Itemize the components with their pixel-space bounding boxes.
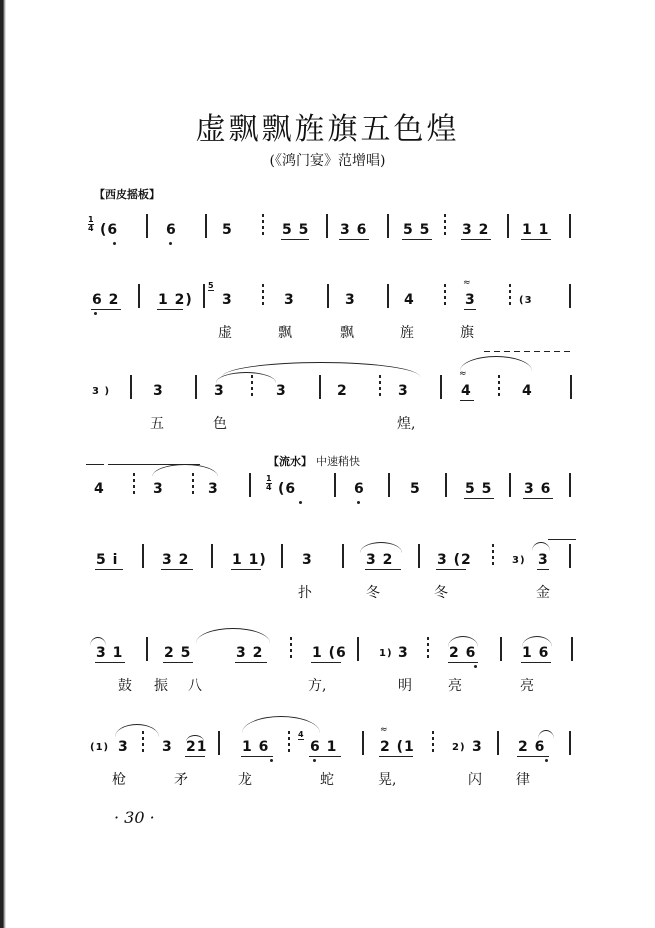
lyric: 亮 — [448, 678, 462, 694]
lyric: 龙 — [238, 772, 252, 788]
note: 1 1 — [522, 222, 550, 238]
tempo-marking: 中速稍快 — [316, 455, 360, 468]
barline — [195, 375, 197, 399]
dashed-barline — [133, 473, 135, 497]
note: 3 — [284, 292, 295, 308]
trill-mark: ≈ — [380, 725, 388, 735]
lyric: 振 — [154, 678, 168, 694]
section-marking-liushui: 【流水】 — [268, 455, 312, 468]
slur — [538, 730, 554, 739]
dashed-barline — [290, 637, 292, 661]
time-signature: $\frac{1}{4}$ — [88, 215, 94, 233]
barline — [507, 214, 509, 238]
dashed-barline — [444, 214, 446, 238]
lyric: 闪 — [468, 772, 482, 788]
time-signature: $\frac{1}{4}$ — [266, 474, 272, 492]
note: 3) — [512, 555, 526, 566]
note: 3 2 — [236, 645, 264, 661]
dashed-barline — [492, 544, 494, 568]
lyric: 煌, — [397, 416, 416, 432]
underline — [537, 569, 549, 570]
note: 3 — [222, 292, 233, 308]
note: 3 — [465, 292, 476, 308]
trill-mark: ≈ — [459, 369, 467, 379]
barline — [357, 637, 359, 661]
page-number: · 30 · — [114, 808, 155, 827]
note: 5 — [410, 481, 421, 497]
note: 3 — [162, 739, 173, 755]
note: 2 6 — [449, 645, 477, 661]
barline — [326, 214, 328, 238]
note: 5 5 — [403, 222, 431, 238]
barline — [387, 214, 389, 238]
barline — [142, 544, 144, 568]
note: 3 — [214, 383, 225, 399]
note: 3 — [276, 383, 287, 399]
lyric: 亮 — [520, 678, 534, 694]
score-row-5 — [0, 552, 655, 632]
section-marking-xipi: 【西皮摇板】 — [94, 188, 160, 201]
underline — [460, 400, 474, 401]
extension-line — [484, 351, 574, 352]
underline — [464, 309, 476, 310]
underline — [365, 569, 401, 570]
barline — [570, 375, 572, 399]
note: 3 — [538, 552, 549, 568]
lyric: 扑 — [298, 585, 312, 601]
note: 21 — [186, 739, 208, 755]
score-row-6 — [0, 645, 655, 725]
underline — [281, 239, 309, 240]
barline — [387, 284, 389, 308]
underline — [241, 756, 273, 757]
lyric: 矛 — [174, 772, 188, 788]
lyric: 色 — [213, 416, 227, 432]
underline — [461, 239, 491, 240]
barline — [319, 375, 321, 399]
grace-note: 5 — [208, 281, 214, 290]
note: 4 — [94, 481, 105, 497]
note: 6 — [166, 222, 177, 238]
extension-line — [86, 464, 104, 465]
note: 2 (1 — [380, 739, 415, 755]
note: 5 — [222, 222, 233, 238]
note: 3 (2 — [437, 552, 472, 568]
note: 1 6 — [522, 645, 550, 661]
dashed-barline — [509, 284, 511, 308]
low-dot — [299, 501, 302, 504]
low-dot — [169, 242, 172, 245]
barline — [362, 731, 364, 755]
note: 1) — [379, 648, 393, 659]
note: 3 — [398, 645, 409, 661]
underline — [185, 756, 205, 757]
slur — [115, 724, 159, 737]
grace-note: 4 — [298, 730, 304, 739]
underline — [309, 756, 341, 757]
note: 5 5 — [282, 222, 310, 238]
barline — [146, 637, 148, 661]
note: (6 — [100, 222, 119, 238]
underline — [95, 569, 123, 570]
note: (3 — [519, 295, 533, 306]
underline — [235, 662, 267, 663]
barline — [571, 637, 573, 661]
low-dot — [545, 759, 548, 762]
underline — [448, 662, 478, 663]
dashed-barline — [142, 731, 144, 755]
note: 5 i — [96, 552, 119, 568]
underline — [521, 662, 551, 663]
note: 3 2 — [162, 552, 190, 568]
underline — [231, 569, 261, 570]
barline — [342, 544, 344, 568]
song-subtitle: (《鸿门宴》范增唱) — [269, 153, 386, 169]
note: (1) — [90, 742, 110, 753]
lyric: 方, — [308, 678, 327, 694]
note: 2) — [452, 742, 466, 753]
barline — [569, 473, 571, 497]
note: 3 ) — [92, 386, 111, 397]
barline — [509, 473, 511, 497]
dashed-barline — [379, 375, 381, 399]
lyric: 律 — [516, 772, 530, 788]
note: 6 — [354, 481, 365, 497]
barline — [218, 731, 220, 755]
low-dot — [113, 242, 116, 245]
note: 3 2 — [462, 222, 490, 238]
dashed-barline — [444, 284, 446, 308]
note: 6 2 — [92, 292, 120, 308]
barline — [500, 637, 502, 661]
lyric: 枪 — [112, 772, 126, 788]
note: 2 — [337, 383, 348, 399]
lyric: 鼓 — [118, 678, 132, 694]
dashed-barline — [192, 473, 194, 497]
lyric: 晃, — [378, 772, 397, 788]
note: 3 — [345, 292, 356, 308]
barline — [440, 375, 442, 399]
note: 3 2 — [366, 552, 394, 568]
underline — [523, 498, 553, 499]
dashed-barline — [251, 375, 253, 399]
underline — [402, 239, 432, 240]
song-title: 虚飘飘旌旗五色煌 — [195, 112, 460, 147]
barline — [569, 544, 571, 568]
barline — [569, 731, 571, 755]
note: 4 — [522, 383, 533, 399]
underline — [464, 498, 494, 499]
barline — [203, 284, 205, 308]
low-dot — [313, 759, 316, 762]
note: 1 2) — [158, 292, 193, 308]
barline — [281, 544, 283, 568]
lyric: 飘 — [340, 325, 354, 341]
note: 1 1) — [232, 552, 267, 568]
low-dot — [474, 665, 477, 668]
note: 2 6 — [518, 739, 546, 755]
barline — [418, 544, 420, 568]
underline — [379, 756, 413, 757]
barline — [569, 214, 571, 238]
low-dot — [270, 759, 273, 762]
note: 2 5 — [164, 645, 192, 661]
note: 3 — [302, 552, 313, 568]
barline — [146, 214, 148, 238]
lyric: 明 — [398, 678, 412, 694]
slur — [186, 735, 204, 742]
lyric: 虚 — [218, 325, 232, 341]
underline — [161, 569, 193, 570]
note: 6 1 — [310, 739, 338, 755]
lyric: 五 — [150, 416, 164, 432]
underline — [91, 309, 121, 310]
score-row-4 — [0, 474, 655, 561]
note: 3 — [208, 481, 219, 497]
lyric: 金 — [536, 585, 550, 601]
note: 3 — [153, 383, 164, 399]
slur — [152, 464, 218, 477]
barline — [388, 473, 390, 497]
note: 4 — [461, 383, 472, 399]
note: 3 — [398, 383, 409, 399]
lyric: 冬 — [434, 585, 448, 601]
barline — [497, 731, 499, 755]
dashed-barline — [288, 731, 290, 755]
underline — [163, 662, 193, 663]
low-dot — [357, 501, 360, 504]
barline — [138, 284, 140, 308]
note: 3 — [118, 739, 129, 755]
note: 3 6 — [340, 222, 368, 238]
note: 5 5 — [465, 481, 493, 497]
dashed-barline — [498, 375, 500, 399]
extension-line — [548, 539, 576, 540]
trill-mark: ≈ — [463, 278, 471, 288]
barline — [569, 284, 571, 308]
note: 3 6 — [524, 481, 552, 497]
dashed-barline — [262, 214, 264, 238]
underline — [339, 239, 369, 240]
underline — [517, 756, 549, 757]
dashed-barline — [432, 731, 434, 755]
underline — [311, 662, 341, 663]
lyric: 八 — [188, 678, 202, 694]
note: 1 (6 — [312, 645, 347, 661]
underline — [157, 309, 183, 310]
barline — [249, 473, 251, 497]
note: 3 — [153, 481, 164, 497]
barline — [205, 214, 207, 238]
underline — [521, 239, 551, 240]
score-row-7 — [0, 725, 655, 819]
lyric: 飘 — [278, 325, 292, 341]
score-row-3 — [0, 369, 655, 463]
lyric: 冬 — [366, 585, 380, 601]
score-row-2 — [0, 278, 655, 372]
lyric: 旗 — [460, 325, 474, 341]
dashed-barline — [427, 637, 429, 661]
barline — [334, 473, 336, 497]
note: 4 — [404, 292, 415, 308]
note: 1 6 — [242, 739, 270, 755]
dashed-barline — [262, 284, 264, 308]
barline — [211, 544, 213, 568]
barline — [130, 375, 132, 399]
low-dot — [94, 312, 97, 315]
note: 3 1 — [96, 645, 124, 661]
note: (6 — [278, 481, 297, 497]
lyric: 旌 — [400, 325, 414, 341]
note: 3 — [472, 739, 483, 755]
barline — [327, 284, 329, 308]
underline — [436, 569, 466, 570]
underline — [95, 662, 125, 663]
barline — [445, 473, 447, 497]
lyric: 蛇 — [320, 772, 334, 788]
